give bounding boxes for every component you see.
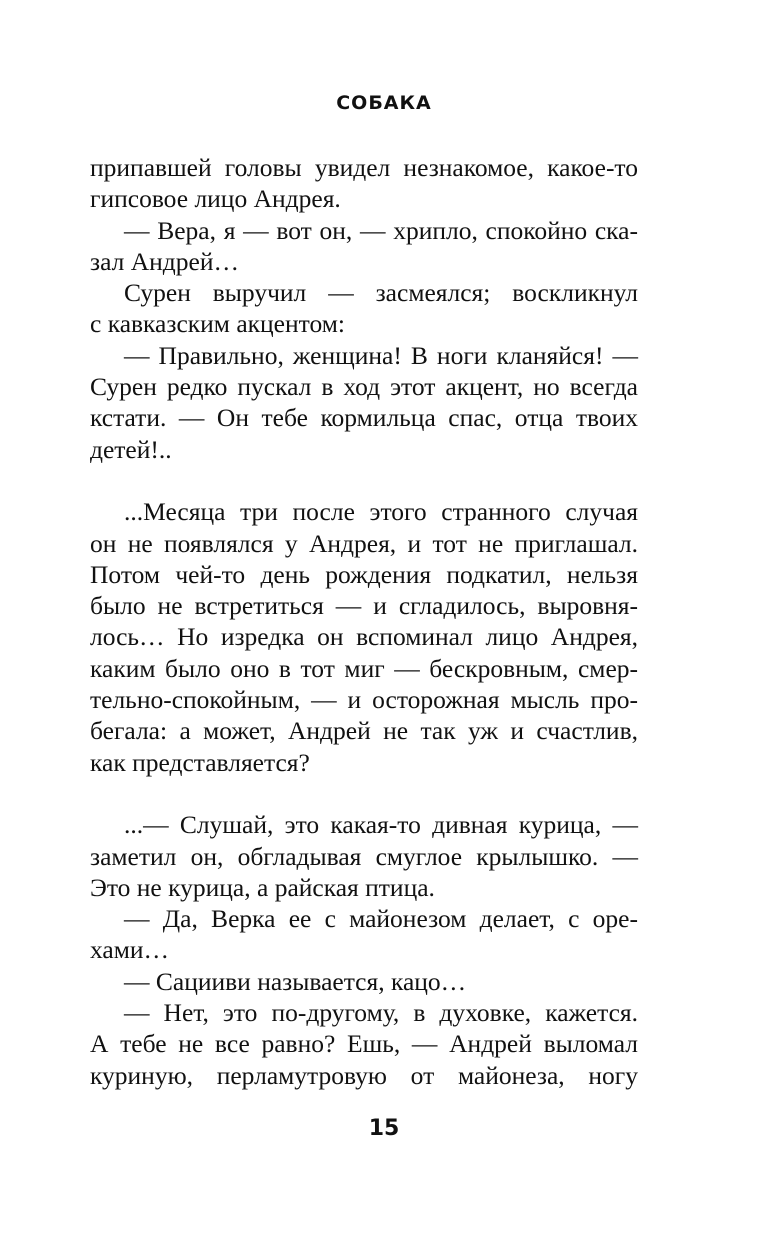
text-line: А тебе не все равно? Ешь, — Андрей выломал xyxy=(90,1029,638,1059)
page-number: 15 xyxy=(368,1116,400,1141)
text-line: куриную, перламутровую от майонеза, ногу xyxy=(90,1060,638,1090)
text-line: припавшей головы увидел незнакомое, какое-то xyxy=(90,153,638,182)
text-line: с кавказским акцентом: xyxy=(90,309,345,339)
text-line: бегала: а может, Андрей не так уж и счастлив, xyxy=(90,716,638,746)
section-break xyxy=(90,465,638,496)
text-line: Это не курица, а райская птица. xyxy=(90,872,435,902)
text-line: хами… xyxy=(90,935,170,965)
section-break xyxy=(90,778,638,809)
text-line: кстати. — Он тебе кормильца спас, отца твоих xyxy=(90,403,638,433)
text-line: — Сацииви называется, кацо… xyxy=(124,966,467,996)
text-line: Потом чей-то день рождения подкатил, нельзя xyxy=(90,559,638,589)
text-line: тельно-спокойным, — и осторожная мысль про- xyxy=(90,685,638,715)
text-line: — Правильно, женщина! В ноги кланяйся! — xyxy=(124,340,638,370)
text-line: Сурен редко пускал в ход этот акцент, но всегда xyxy=(90,372,638,402)
text-line: каким было оно в тот миг — бескровным, смер- xyxy=(90,653,638,683)
text-line: — Да, Верка ее с майонезом делает, с оре- xyxy=(124,904,638,934)
text-line: заметил он, обгладывая смуглое крылышко. — xyxy=(90,841,638,871)
text-line: гипсовое лицо Андрея. xyxy=(90,184,341,214)
text-line: ...— Слушай, это какая-то дивная курица, — xyxy=(124,810,638,840)
text-line: зал Андрей… xyxy=(90,246,239,276)
text-line: Сурен выручил — засмеялся; воскликнул xyxy=(124,278,638,308)
text-line: он не появлялся у Андрея, и тот не приглашал. xyxy=(90,528,638,558)
body-text xyxy=(90,152,638,1091)
text-line: — Вера, я — вот он, — хрипло, спокойно ска- xyxy=(124,215,638,245)
text-line: детей!.. xyxy=(90,434,172,464)
text-line: как представляется? xyxy=(90,747,310,777)
text-line: было не встретиться — и сгладилось, выровня- xyxy=(90,591,638,621)
running-head: СОБАКА xyxy=(336,92,432,114)
text-line: — Нет, это по-другому, в духовке, кажется. xyxy=(124,998,638,1028)
text-line: ...Месяца три после этого странного случая xyxy=(124,497,638,527)
text-line: лось… Но изредка он вспоминал лицо Андрея, xyxy=(90,622,638,652)
